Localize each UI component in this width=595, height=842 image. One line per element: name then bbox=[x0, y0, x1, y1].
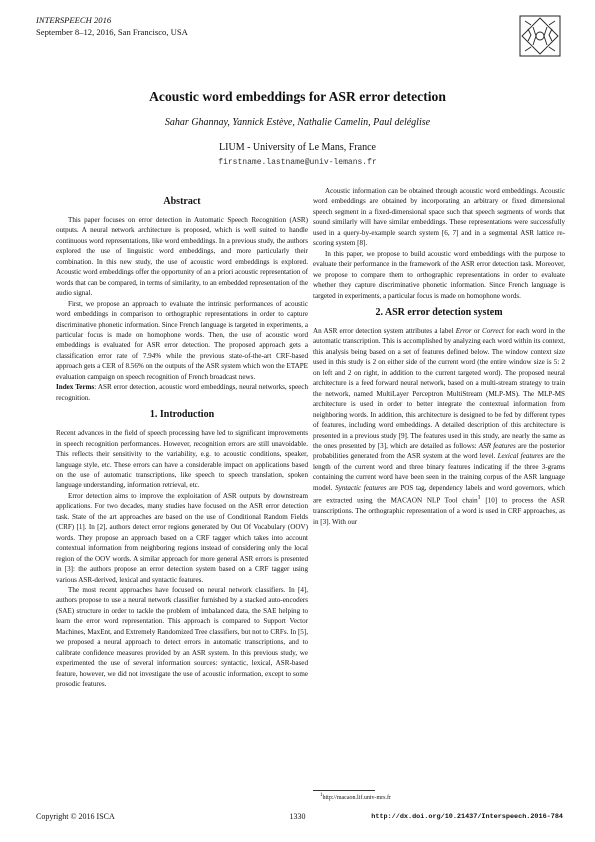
footnote bbox=[320, 793, 391, 801]
error-label: Error bbox=[455, 326, 472, 335]
intro-paragraph-3: The most recent approaches have focused on neural network classifiers. In [4], authors propose to use a neural network classifier furnished by a stacked auto-encoders (SAE) structure in order to tackle the problem of imbalanced data, the SAE helping to learn the error word representation. This approach is compared to Support Vector Machines, MaxEnt, and Extremely Randomized Tree classifiers, but not to CRFs. In [5], we proposed a neural approach to detect errors in automatic transcriptions, and to calibrate confidence measures provided by an ASR system. In this previous study, we experimented the use of several information sources: syntactic, lexical, ASR-based feature, however, we did not investigate the use of acoustic information, except to some prosodic features. bbox=[56, 585, 308, 689]
correct-label: Correct bbox=[482, 326, 504, 335]
left-column bbox=[56, 195, 308, 689]
intro-paragraph-1: Recent advances in the field of speech processing have led to significant improvements in speech recognition performances. However, recognition errors are still unavoidable. This reflects their sensitivity to the variability, e.g. to acoustic conditions, speaker, language style, etc. These errors can have a considerable impact on applications based on the use of automatic transcriptions, like speech to speech translation, spoken language understanding, information retrieval, etc. bbox=[56, 429, 308, 490]
footnote-rule bbox=[313, 790, 375, 791]
intro-paragraph-4: Acoustic information can be obtained through acoustic word embeddings. Acoustic word embeddings are obtained by incorporating an arbitrary or fixed dimensional speech segment in a fixed-dimensional space such that speech segments of words that sound similarly will have similar embeddings. These representations were successfully used in a query-by-example search system [6, 7] and in a segmental ASR lattice re-scoring system [8]. bbox=[313, 187, 565, 248]
index-terms-label: Index Terms bbox=[56, 383, 95, 392]
s2-text-g: [10] to process the ASR transcriptions. The orthographic representation of a word is used in CRF approaches, as in [3]. With our bbox=[313, 496, 565, 526]
conference-dates: September 8–12, 2016, San Francisco, USA bbox=[36, 26, 188, 37]
intro-paragraph-2: Error detection aims to improve the exploitation of ASR outputs by downstream applications. For two decades, many studies have focused on the ASR error detection task. State of the art approaches are based on the use of Conditional Random Fields (CRF) [1]. In [2], authors detect error regions generated by Out Of Vocabulary (OOV) words. They propose an approach based on a CRF tagger which takes into account contextual information from neighboring regions instead of considering only the local region of the OOV words. A similar approach for more general ASR errors is presented in [3]: the authors propose an error detection system based on a CRF tagger using various ASR-derived, lexical and syntactic features. bbox=[56, 491, 308, 584]
introduction-heading: 1. Introduction bbox=[149, 409, 215, 421]
abstract-heading: Abstract bbox=[163, 196, 201, 207]
s2-text-c: for each word in the automatic transcription. This is accomplished by analyzing each word within its context, this analysis being based on a set of features defined below. The window context size used in this study is 2 on either side of the current word (the entire window size is 5: 2 on left and 2 on right, in addition to the current targeted word). The proposed neural architecture is a feed forward neural network, based on a multi-stream strategy to train the network, named MultiLayer Perceptron MultiStream (MLP-MS). The MLP-MS architecture is used in order to better integrate the contextual information from neighboring words. In addition, this architecture is designed to be fed by different types of features, including word embeddings. A detailed description of this architecture is presented in a previous study [9]. The features used in this study, are nearly the same as the ones presented by [3], which are detailed as follows: bbox=[313, 326, 565, 450]
isca-logo-icon bbox=[519, 15, 561, 57]
copyright-notice: Copyright © 2016 ISCA bbox=[36, 812, 115, 821]
footnote-mark[interactable]: 1 bbox=[477, 495, 481, 502]
right-column bbox=[313, 186, 565, 527]
s2-text-e: are the length of the current word and three binary features indicating if the three 3-grams containing the current word have been seen in the training corpus of the ASR language model. bbox=[313, 452, 566, 492]
s2-text-a: An ASR error detection system attributes a label bbox=[313, 326, 456, 335]
footnote-url[interactable]: http://macaon.lif.univ-mrs.fr bbox=[322, 795, 391, 801]
paper-title: Acoustic word embeddings for ASR error detection bbox=[149, 89, 446, 104]
asr-features-label: ASR features bbox=[478, 441, 516, 450]
doi-link[interactable]: http://dx.doi.org/10.21437/Interspeech.2016-784 bbox=[371, 813, 563, 821]
author-email: firstname.lastname@univ-lemans.fr bbox=[218, 158, 377, 167]
paper-authors: Sahar Ghannay, Yannick Estève, Nathalie Camelin, Paul deléglise bbox=[164, 117, 431, 128]
s2-text-b: or bbox=[471, 326, 482, 335]
index-terms-text: : ASR error detection, acoustic word embeddings, neural networks, speech recognition. bbox=[56, 383, 308, 402]
paper-affiliation: LIUM - University of Le Mans, France bbox=[219, 142, 376, 153]
section-2-heading: 2. ASR error detection system bbox=[375, 306, 503, 318]
abstract-paragraph-2: First, we propose an approach to evaluate the intrinsic performances of acoustic word embeddings in comparison to orthographic representations in order to capture discriminative phonetic information. Since French language is targeted in experiments, a particular focus is made on homophone words. Then, the use of acoustic word embeddings is evaluated for ASR error detection. The proposed approach gets a classification error rate of 7.94% while the previous state-of-the-art CRF-based approach gets a CER of 8.56% on the outputs of the ASR system which won the ETAPE evaluation campaign on speech recognition of French broadcast news. bbox=[56, 299, 308, 381]
syntactic-features-label: Syntactic features bbox=[335, 483, 387, 492]
conference-name: INTERSPEECH 2016 bbox=[36, 15, 112, 25]
index-terms bbox=[56, 382, 308, 403]
intro-paragraph-5: In this paper, we propose to build acoustic word embeddings with the purpose to evaluate their performance in the framework of the ASR error detection task. Moreover, we propose to compare them to orthographic representations in order to evaluate whether they capture discriminative phonetic information. Since French language is targeted in experiments, a particular focus is made on homophone words. bbox=[313, 249, 565, 300]
page-number: 1330 bbox=[289, 812, 306, 821]
abstract-paragraph-1: This paper focuses on error detection in Automatic Speech Recognition (ASR) outputs. A neural network architecture is proposed, which is well suited to handle continuous word representations, like word embeddings. In a previous study, the authors explored the use of linguistic word embeddings, and more particularly their combination. In this new study, the use of acoustic word embeddings is explored. Acoustic word embeddings offer the opportunity of an a priori acoustic representation of words that can be compared, in terms of similarity, to an embedded representation of the audio signal. bbox=[56, 216, 308, 298]
conference-header bbox=[36, 15, 188, 38]
s2-text-d: are the posterior probabilities generated from the ASR system at the word level. bbox=[313, 441, 565, 461]
s2-text-f: are POS tag, dependency labels and word governors, which are extracted using the MACAON NLP Tool chain bbox=[313, 483, 565, 505]
footnote-number: 1 bbox=[320, 793, 323, 798]
lexical-features-label: Lexical features bbox=[497, 452, 544, 461]
section-2-paragraph-1 bbox=[313, 326, 565, 527]
